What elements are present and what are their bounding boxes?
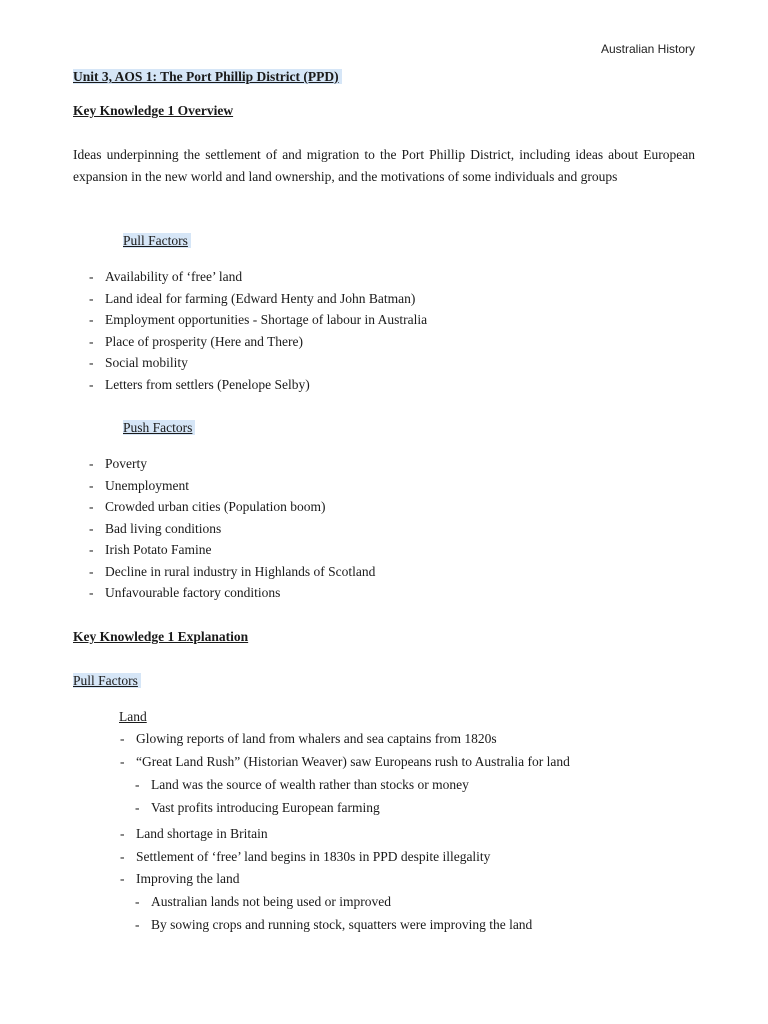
list-item: - By sowing crops and running stock, squatters were improving the land: [135, 914, 532, 937]
list-item: - Improving the land: [120, 868, 490, 891]
list-item: - Land shortage in Britain: [120, 823, 490, 846]
list-item: - Unfavourable factory conditions: [89, 582, 375, 604]
land-sublist-a: [135, 774, 469, 819]
push-factors-heading: [123, 417, 195, 439]
list-item: - Place of prosperity (Here and There): [89, 331, 427, 353]
list-item: - Decline in rural industry in Highlands of Scotland: [89, 561, 375, 583]
overview-paragraph: Ideas underpinning the settlement of and migration to the Port Phillip District, including ideas about European expansion in the new world and land ownership, and the motivations of some individuals and groups: [73, 147, 695, 184]
list-item: - Employment opportunities - Shortage of labour in Australia: [89, 309, 427, 331]
list-item: - “Great Land Rush” (Historian Weaver) saw Europeans rush to Australia for land: [120, 751, 570, 774]
list-item: - Poverty: [89, 453, 375, 475]
pull-factors-heading-text: Pull Factors: [123, 233, 191, 248]
list-item: - Vast profits introducing European farming: [135, 797, 469, 820]
list-item: - Availability of ‘free’ land: [89, 266, 427, 288]
list-item: - Social mobility: [89, 352, 427, 374]
running-header: Australian History: [600, 42, 695, 56]
list-item: - Bad living conditions: [89, 518, 375, 540]
pull-factors-list: [89, 266, 427, 395]
pull-factors-heading-2: [73, 670, 141, 692]
kk1-overview-heading: Key Knowledge 1 Overview: [73, 103, 234, 118]
list-item: - Settlement of ‘free’ land begins in 1830s in PPD despite illegality: [120, 846, 490, 869]
list-item: - Land was the source of wealth rather than stocks or money: [135, 774, 469, 797]
list-item: - Irish Potato Famine: [89, 539, 375, 561]
land-heading: Land: [119, 709, 147, 724]
push-factors-heading-text: Push Factors: [123, 420, 195, 435]
list-item: - Crowded urban cities (Population boom): [89, 496, 375, 518]
unit-title-text: Unit 3, AOS 1: The Port Phillip District (PPD): [73, 69, 342, 84]
unit-title: [73, 66, 342, 88]
pull-factors-heading-2-text: Pull Factors: [73, 673, 141, 688]
list-item: - Land ideal for farming (Edward Henty and John Batman): [89, 288, 427, 310]
list-item: - Glowing reports of land from whalers and sea captains from 1820s: [120, 728, 570, 751]
list-item: - Unemployment: [89, 475, 375, 497]
list-item: - Letters from settlers (Penelope Selby): [89, 374, 427, 396]
list-item: - Australian lands not being used or improved: [135, 891, 532, 914]
pull-factors-heading: [123, 230, 191, 252]
land-list-b: [120, 823, 490, 891]
push-factors-list: [89, 453, 375, 604]
land-list-a: [120, 728, 570, 773]
land-sublist-b: [135, 891, 532, 936]
kk1-explanation-heading: Key Knowledge 1 Explanation: [73, 629, 249, 644]
